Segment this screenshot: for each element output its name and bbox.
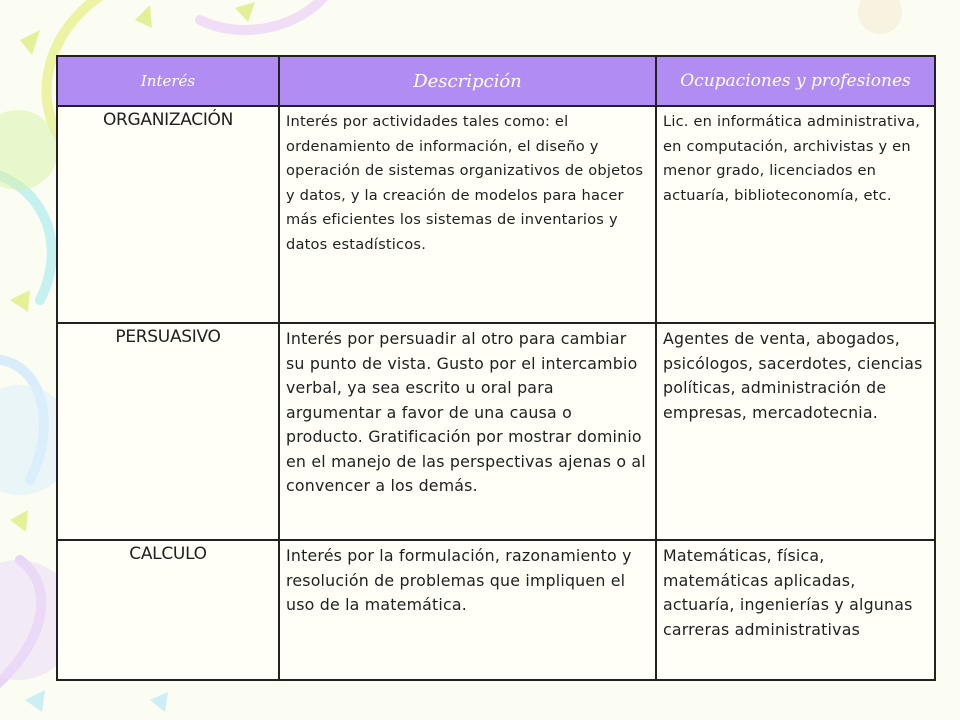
leaf-decoration — [150, 692, 168, 712]
table-row — [57, 540, 935, 680]
interest-description: Interés por persuadir al otro para cambiar su punto de vista. Gusto por el intercambio verbal, ya sea escrito u oral para argumentar a favor de una causa o producto. Gratificación por mostrar dominio en el manejo de las perspectivas ajenas o al convencer a los demás. — [279, 323, 656, 540]
leaf-decoration — [25, 690, 45, 712]
leaf-decoration — [10, 290, 30, 312]
interest-name: ORGANIZACIÓN — [57, 106, 279, 323]
header-occupations: Ocupaciones y profesiones — [656, 56, 935, 106]
table-row — [57, 323, 935, 540]
table-header-row — [57, 56, 935, 106]
leaf-decoration — [20, 30, 40, 55]
interest-name: CALCULO — [57, 540, 279, 680]
interest-name: PERSUASIVO — [57, 323, 279, 540]
interest-description: Interés por la formulación, razonamiento y resolución de problemas que impliquen el uso de la matemática. — [279, 540, 656, 680]
swirl-decoration — [200, 0, 330, 30]
table-row — [57, 106, 935, 323]
header-interest: Interés — [57, 56, 279, 106]
leaf-decoration — [235, 2, 255, 22]
leaf-decoration — [10, 510, 28, 532]
bubble-decoration — [858, 0, 902, 34]
leaf-decoration — [135, 5, 152, 28]
interest-occupations: Matemáticas, física, matemáticas aplicadas, actuaría, ingenierías y algunas carreras administrativas — [656, 540, 935, 680]
interest-table — [56, 55, 936, 681]
swirl-decoration — [0, 170, 52, 300]
interest-occupations: Agentes de venta, abogados, psicólogos, sacerdotes, ciencias políticas, administración de empresas, mercadotecnia. — [656, 323, 935, 540]
header-description: Descripción — [279, 56, 656, 106]
interest-description: Interés por actividades tales como: el ordenamiento de información, el diseño y operación de sistemas organizativos de objetos y datos, y la creación de modelos para hacer más eficientes los sistemas de inventarios y datos estadísticos. — [279, 106, 656, 323]
interest-occupations: Lic. en informática administrativa, en computación, archivistas y en menor grado, licenciados en actuaría, biblioteconomía, etc. — [656, 106, 935, 323]
